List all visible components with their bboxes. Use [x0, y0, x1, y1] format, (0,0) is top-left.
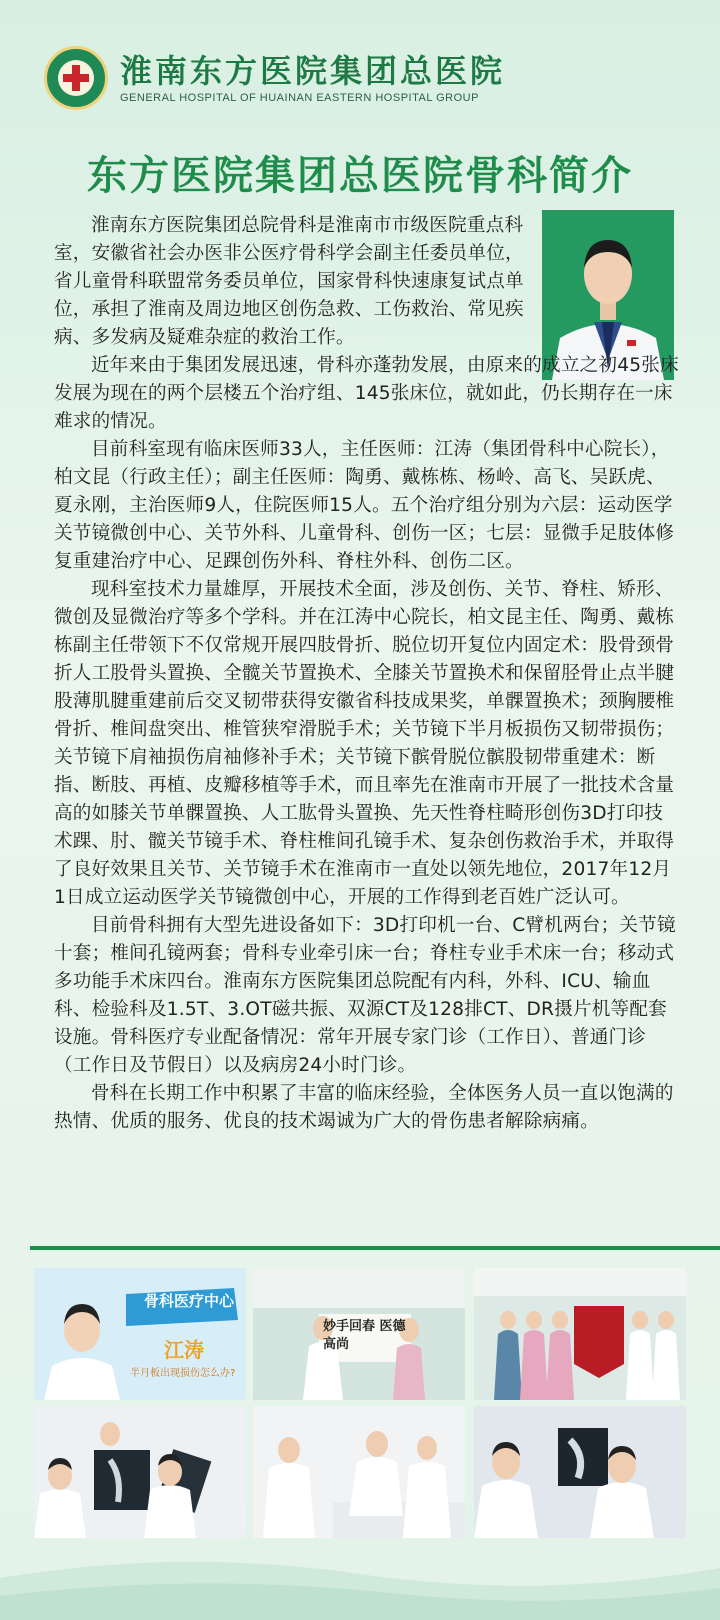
section-divider	[30, 1246, 720, 1250]
paragraph-2: 近年来由于集团发展迅速，骨科亦蓬勃发展，由原来的成立之初45张床发展为现在的两个层楼五个治疗组、145张床位，就如此，仍长期存在一床难求的情况。	[54, 355, 679, 432]
paragraph-1: 淮南东方医院集团总院骨科是淮南市市级医院重点科室，安徽省社会办医非公医疗骨科学会副主任委员单位，省儿童骨科联盟常务委员单位，国家骨科快速康复试点单位，承担了淮南及周边地区创伤急救、工伤救治、常见疾病、多发病及疑难杂症的救治工作。	[54, 215, 524, 348]
page-title: 东方医院集团总医院骨科简介	[87, 152, 633, 199]
decorative-wave	[0, 1548, 720, 1620]
hospital-logo	[44, 46, 108, 110]
hospital-name-en: GENERAL HOSPITAL OF HUAINAN EASTERN HOSPITAL GROUP	[120, 92, 479, 104]
paragraph-3: 目前科室现有临床医师33人，主任医师：江涛（集团骨科中心院长），柏文昆（行政主任）；副主任医师：陶勇、戴栋栋、杨岭、高飞、吴跃虎、夏永刚，主治医师9人，住院医师15人。五个治疗组分别为六层：运动医学关节镜微创中心、关节外科、儿童骨科、创伤一区；七层：显微手足肢体修复重建治疗中心、足踝创伤外科、脊柱外科、创伤二区。	[54, 439, 675, 572]
paragraph-5: 目前骨科拥有大型先进设备如下：3D打印机一台、C臂机两台；关节镜十套；椎间孔镜两套；骨科专业牵引床一台；脊柱专业手术床一台；移动式多功能手术床四台。淮南东方医院集团总院配有内科，外科、ICU、输血科、检验科及1.5T、3.OT磁共振、双源CT及128排CT、DR摄片机等配套设施。骨科医疗专业配备情况：常年开展专家门诊（工作日）、普通门诊（工作日及节假日）以及病房24小时门诊。	[54, 915, 676, 1076]
poster-subtitle: 半月板出现损伤怎么办?	[130, 1368, 236, 1379]
photo-group-pennant	[474, 1268, 686, 1400]
poster-label: 骨科医疗中心	[144, 1292, 235, 1310]
photo-poster	[34, 1268, 246, 1400]
banner-text: 妙手回春 医德高尚	[323, 1319, 406, 1352]
photo-xray-review	[34, 1406, 246, 1538]
photo-film-review	[474, 1406, 686, 1538]
photo-ward-round	[253, 1406, 465, 1538]
photo-banner-presentation	[253, 1268, 465, 1400]
poster-name: 江涛	[164, 1338, 204, 1362]
paragraph-6: 骨科在长期工作中积累了丰富的临床经验，全体医务人员一直以饱满的热情、优质的服务、优良的技术竭诚为广大的骨伤患者解除病痛。	[54, 1083, 674, 1132]
hospital-name-cn: 淮南东方医院集团总医院	[120, 52, 506, 90]
intro-text	[54, 212, 680, 1136]
paragraph-4: 现科室技术力量雄厚，开展技术全面，涉及创伤、关节、脊柱、矫形、微创及显微治疗等多个学科。并在江涛中心院长，柏文昆主任、陶勇、戴栋栋副主任带领下不仅常规开展四肢骨折、脱位切开复位内固定术：股骨颈骨折人工股骨头置换、全髋关节置换术、全膝关节置换术和保留胫骨止点半腱股薄肌腱重建前后交叉韧带获得安徽省科技成果奖，单髁置换术；颈胸腰椎骨折、椎间盘突出、椎管狭窄滑脱手术；关节镜下半月板损伤又韧带损伤；关节镜下肩袖损伤肩袖修补手术；关节镜下髌骨脱位髌股韧带重建术：断指、断肢、再植、皮瓣移植等手术，而且率先在淮南市开展了一批技术含量高的如膝关节单髁置换、人工肱骨头置换、先天性脊柱畸形创伤3D打印技术踝、肘、髋关节镜手术、脊柱椎间孔镜手术、复杂创伤救治手术，并取得了良好效果且关节、关节镜手术在淮南市一直处以领先地位，2017年12月1日成立运动医学关节镜微创中心，开展的工作得到老百姓广泛认可。	[54, 579, 675, 908]
header	[0, 0, 720, 120]
